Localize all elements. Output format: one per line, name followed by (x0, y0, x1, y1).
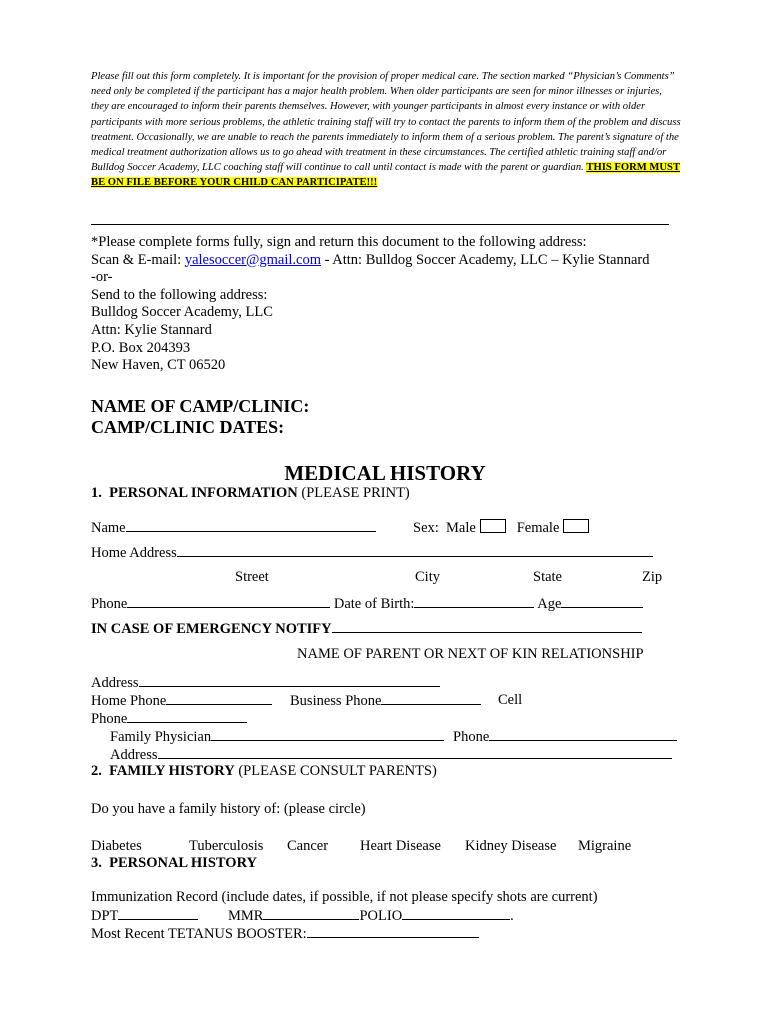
physician-phone-label: Phone (453, 729, 490, 745)
section-number: 1. (91, 485, 102, 501)
must-be-on-file-notice: THIS FORM MUST BE ON FILE BEFORE YOUR CHILD CAN PARTICIPATE!!! (91, 162, 681, 189)
section-3-heading (91, 855, 257, 872)
mmr-label: MMR (228, 908, 264, 924)
male-label: Male (446, 520, 476, 536)
or-line: -or- (91, 269, 113, 286)
kin-relationship-label: NAME OF PARENT OR NEXT OF KIN RELATIONSHIP (297, 646, 644, 662)
condition-tuberculosis[interactable]: Tuberculosis (189, 838, 264, 854)
tetanus-field[interactable] (307, 925, 479, 938)
section-title: PERSONAL INFORMATION (109, 485, 298, 501)
camp-info (91, 396, 309, 438)
section-number: 2. (91, 763, 102, 779)
phone-field[interactable] (127, 595, 330, 608)
address-line: New Haven, CT 06520 (91, 357, 226, 374)
family-history-question: Do you have a family history of: (please circle) (91, 801, 366, 817)
cell-phone-field[interactable] (127, 710, 247, 723)
age-field[interactable] (561, 595, 643, 608)
physician-address-field[interactable] (158, 746, 672, 759)
mmr-field[interactable] (263, 907, 359, 920)
sex-label: Sex: (413, 520, 439, 536)
address-label: Address (91, 675, 139, 691)
intro-paragraph (91, 69, 681, 191)
home-address-label: Home Address (91, 545, 177, 561)
emergency-row (91, 620, 642, 638)
intro-text: Please fill out this form completely. It is important for the provision of proper medical care. The section marked “Physician’s Comments” need only be completed if the participant has a major health problem. When older participants are seen for minor illnesses or injuries, they are encouraged to inform their parents themselves. However, with younger participants in almost every instance or with older participants with more serious problems, the athletic training staff will try to contact the parents to inform them of the problem and discuss treatment. Occasionally, we are unable to reach the parents immediately to inform them of a serious problem. The parent’s signature of the medical treatment authorization allows us to go ahead with treatment in these circumstances. The certified athletic training staff and/or Bulldog Soccer Academy, LLC coaching staff will continue to call until contact is made with the parent or guardian. (91, 71, 681, 174)
camp-name-label: NAME OF CAMP/CLINIC: (91, 396, 310, 416)
business-phone-row (290, 692, 481, 710)
street-label: Street (235, 569, 269, 585)
family-physician-row (110, 728, 444, 746)
attn-text: - Attn: Bulldog Soccer Academy, LLC – Kylie Stannard (320, 251, 650, 268)
physician-address-row (110, 746, 672, 764)
name-label: Name (91, 520, 126, 536)
female-checkbox[interactable] (563, 519, 589, 533)
condition-cancer[interactable]: Cancer (287, 838, 329, 854)
home-address-row (91, 544, 653, 562)
send-line: Send to the following address: (91, 286, 268, 303)
submission-instructions (91, 234, 649, 375)
family-physician-label: Family Physician (110, 729, 212, 745)
mmr-polio-row (228, 907, 514, 925)
female-label: Female (516, 520, 560, 536)
section-2-heading (91, 763, 437, 780)
contact-address-row (91, 674, 440, 692)
sex-row (413, 519, 589, 537)
home-phone-field[interactable] (166, 692, 272, 705)
condition-kidney-disease[interactable]: Kidney Disease (465, 838, 557, 854)
tetanus-label: Most Recent TETANUS BOOSTER: (91, 926, 307, 942)
physician-phone-row (453, 728, 677, 746)
business-phone-label: Business Phone (290, 693, 382, 709)
emergency-label: IN CASE OF EMERGENCY NOTIFY (91, 621, 332, 637)
polio-field[interactable] (402, 907, 510, 920)
physician-phone-field[interactable] (489, 728, 677, 741)
dob-field[interactable] (414, 595, 534, 608)
section-note: (PLEASE PRINT) (297, 485, 410, 501)
name-field[interactable] (126, 519, 376, 532)
condition-heart-disease[interactable]: Heart Disease (360, 838, 441, 854)
dpt-row (91, 907, 198, 925)
business-phone-field[interactable] (381, 692, 481, 705)
age-label: Age (537, 596, 562, 612)
home-phone-row (91, 692, 272, 710)
condition-migraine[interactable]: Migraine (578, 838, 632, 854)
cell-label: Cell (498, 692, 523, 708)
state-label: State (533, 569, 562, 585)
address-line: P.O. Box 204393 (91, 339, 191, 356)
address-line: Bulldog Soccer Academy, LLC (91, 304, 273, 321)
divider (91, 224, 669, 225)
home-phone-label: Home Phone (91, 693, 167, 709)
section-title: FAMILY HISTORY (109, 763, 235, 779)
phone-dob-age-row (91, 595, 643, 613)
dpt-label: DPT (91, 908, 119, 924)
home-address-field[interactable] (177, 544, 653, 557)
section-1-heading (91, 485, 410, 502)
scan-label: Scan & E-mail: (91, 251, 185, 268)
email-link[interactable]: yalesoccer@gmail.com (184, 251, 321, 268)
scan-email-line (91, 252, 649, 270)
cell-phone-row (91, 710, 247, 728)
polio-label: POLIO (359, 908, 403, 924)
city-label: City (415, 569, 440, 585)
address-line: Attn: Kylie Stannard (91, 321, 212, 338)
section-number: 3. (91, 855, 102, 871)
emergency-contact-field[interactable] (332, 620, 642, 633)
immunization-instructions: Immunization Record (include dates, if possible, if not please specify shots are current) (91, 889, 598, 905)
physician-address-label: Address (110, 747, 158, 763)
section-note: (PLEASE CONSULT PARENTS) (234, 763, 437, 779)
dob-label: Date of Birth: (333, 596, 415, 612)
tetanus-row (91, 925, 479, 943)
name-row (91, 519, 376, 537)
contact-address-field[interactable] (139, 674, 440, 687)
period-mark: . (510, 908, 514, 924)
camp-dates-label: CAMP/CLINIC DATES: (91, 417, 285, 437)
male-checkbox[interactable] (480, 519, 506, 533)
condition-diabetes[interactable]: Diabetes (91, 838, 142, 854)
dpt-field[interactable] (118, 907, 198, 920)
phone-label: Phone (91, 596, 128, 612)
family-physician-field[interactable] (211, 728, 444, 741)
instructions-line: *Please complete forms fully, sign and return this document to the following address: (91, 234, 587, 250)
section-title: PERSONAL HISTORY (109, 855, 258, 871)
zip-label: Zip (642, 569, 663, 585)
medical-history-title: MEDICAL HISTORY (284, 461, 486, 485)
cell-phone-label: Phone (91, 711, 128, 727)
